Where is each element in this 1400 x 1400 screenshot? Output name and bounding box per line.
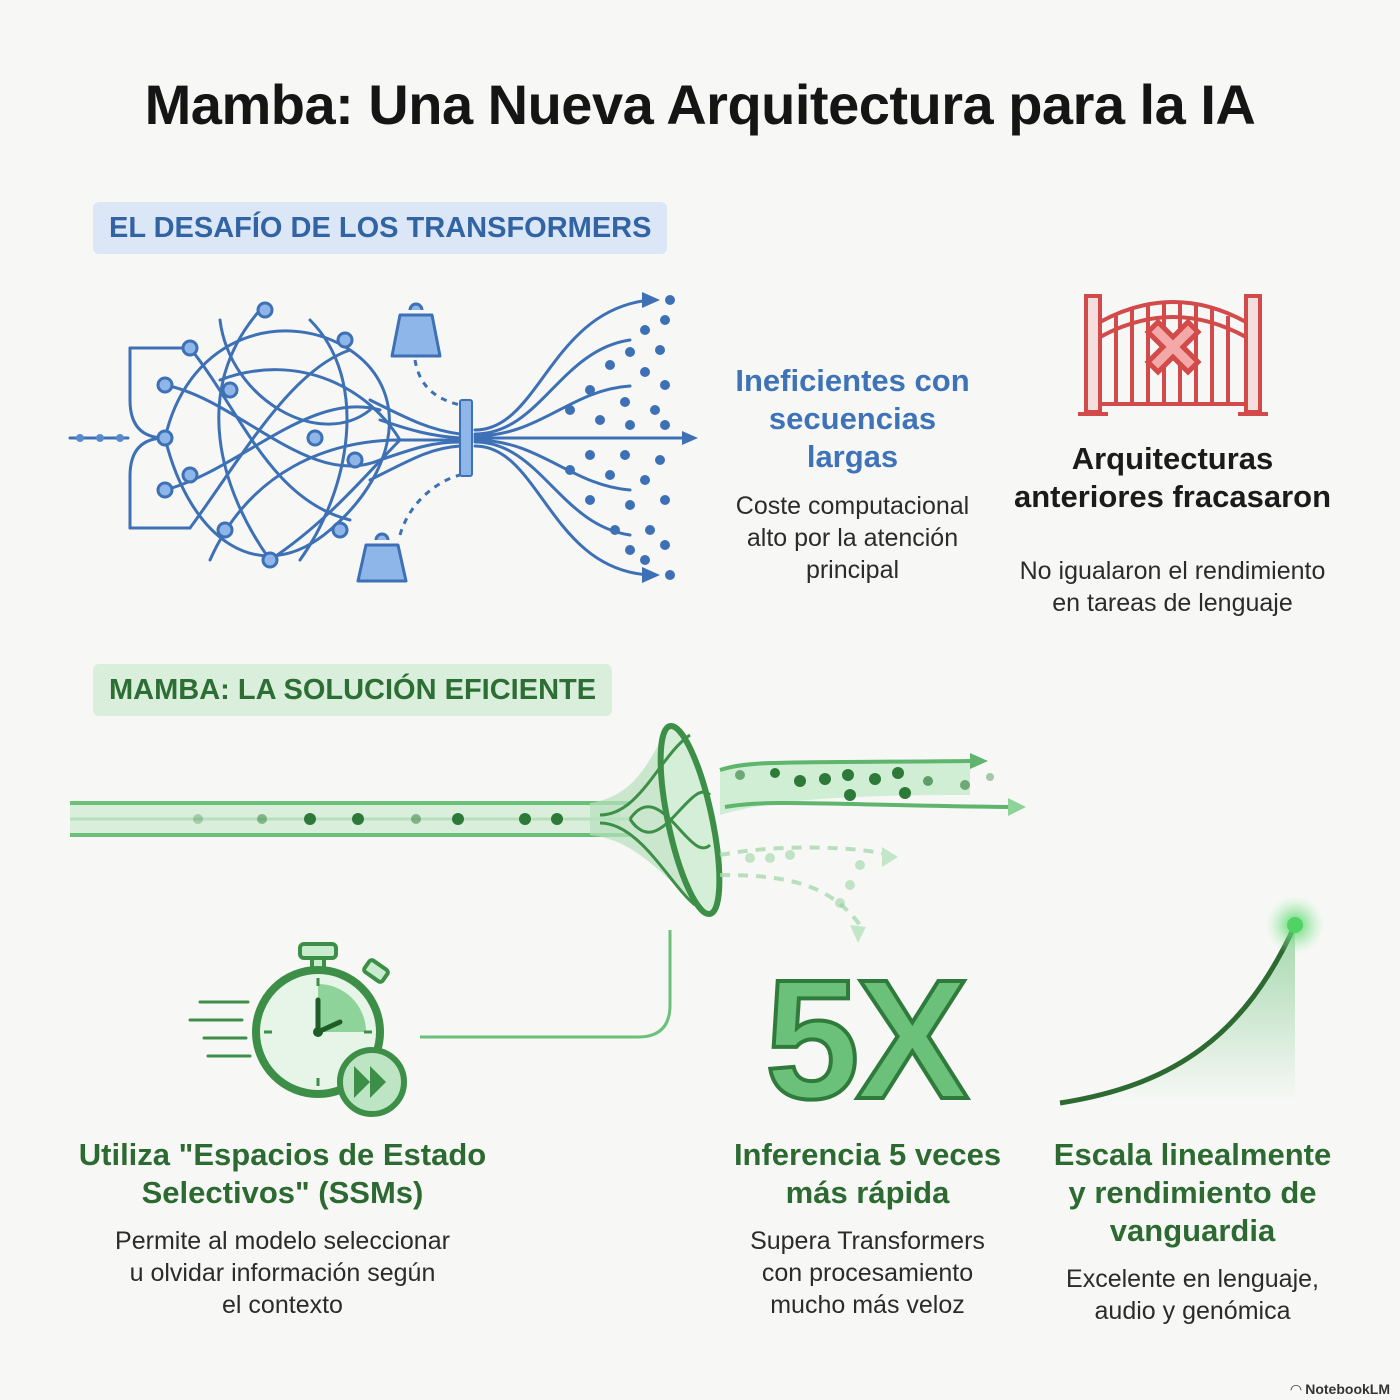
solution-heading-3: Escala linealmente y rendimiento de vanguardia: [1053, 1137, 1332, 1248]
page-title: Mamba: Una Nueva Arquitectura para la IA: [144, 73, 1256, 136]
challenge-body-2: No igualaron el rendimiento en tareas de lenguaje: [1019, 557, 1326, 617]
solution-heading-2: Inferencia 5 veces más rápida: [733, 1137, 1002, 1210]
tangled-network-icon: [70, 290, 710, 590]
speedup-figure: 5X: [765, 945, 965, 1135]
challenge-body-1: Coste computacional alto por la atención principal: [735, 492, 970, 584]
solution-body-1: Permite al modelo seleccionar u olvidar información según el contexto: [115, 1227, 450, 1319]
challenge-heading-2: Arquitecturas anteriores fracasaron: [1013, 441, 1332, 514]
section-label-solution: MAMBA: LA SOLUCIÓN EFICIENTE: [93, 664, 612, 716]
challenge-heading-1: Ineficientes con secuencias largas: [735, 363, 970, 474]
solution-heading-1: Utiliza "Espacios de Estado Selectivos" (SSMs): [78, 1137, 487, 1210]
closed-gate-icon: [1078, 292, 1268, 422]
solution-body-3: Excelente en lenguaje, audio y genómica: [1066, 1265, 1319, 1325]
solution-body-2: Supera Transformers con procesamiento mucho más veloz: [750, 1227, 985, 1319]
section-label-challenge: EL DESAFÍO DE LOS TRANSFORMERS: [93, 202, 667, 254]
growth-curve-icon: [1055, 885, 1335, 1105]
stopwatch-icon: [190, 940, 420, 1120]
brand-logo-icon: ◠: [1290, 1381, 1306, 1397]
brand-label: NotebookLM: [1305, 1381, 1390, 1397]
brand-watermark: [1291, 1381, 1390, 1398]
